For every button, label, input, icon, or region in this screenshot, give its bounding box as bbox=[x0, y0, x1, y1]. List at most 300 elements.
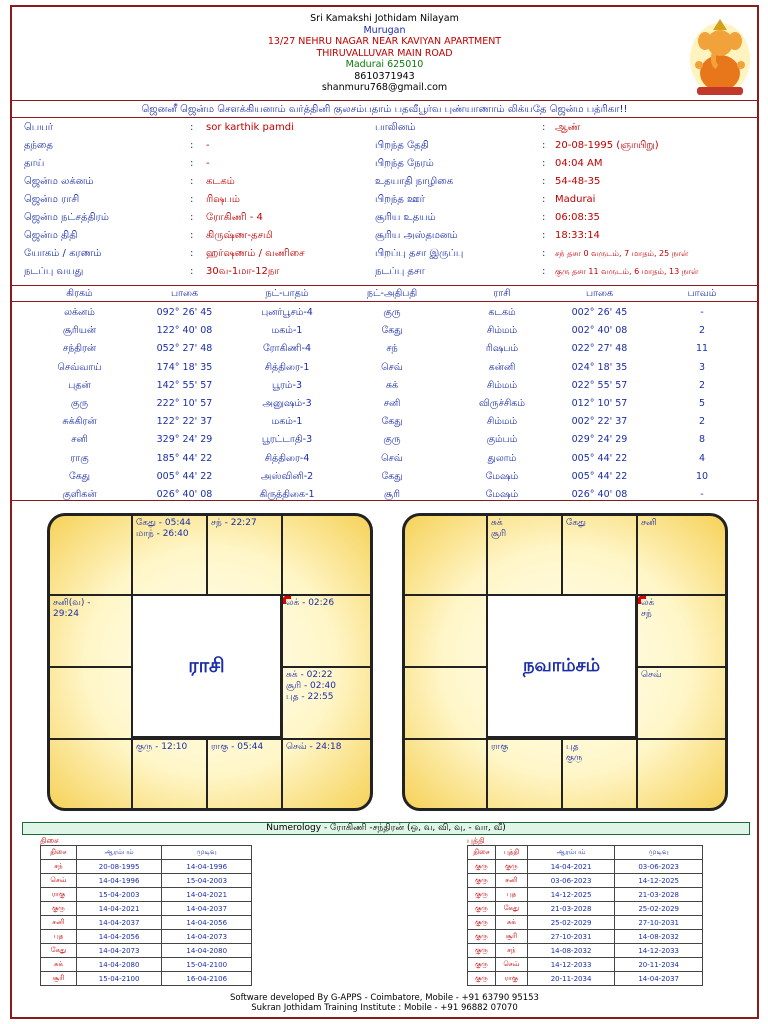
info-value: - bbox=[206, 140, 210, 151]
info-label: நடப்பு வயது bbox=[24, 266, 84, 277]
column-header: திசை bbox=[41, 846, 77, 860]
planet-label: ராகு - 05:44 bbox=[211, 742, 264, 752]
navamsa-chart bbox=[402, 513, 728, 811]
column-header: பாகை bbox=[170, 288, 199, 299]
rasi-house-4 bbox=[281, 514, 373, 596]
info-label: பிறந்த ஊர் bbox=[375, 194, 425, 205]
table-cell: 15-04-2100 bbox=[76, 972, 162, 986]
table-row bbox=[468, 888, 703, 902]
table-cell: 14-04-2056 bbox=[162, 916, 252, 930]
table-cell: 2 bbox=[698, 416, 706, 428]
lagna-mark-icon bbox=[638, 596, 646, 604]
table-cell: 20-11-2034 bbox=[527, 972, 615, 986]
column-header: புத்தி bbox=[495, 846, 527, 860]
table-cell: 14-12-2033 bbox=[527, 958, 615, 972]
table-cell: குரு bbox=[468, 930, 496, 944]
planet-label: செவ் bbox=[641, 670, 662, 680]
info-label: ஜென்ம நட்சத்திரம் bbox=[24, 212, 109, 223]
table-cell: கடகம் bbox=[488, 307, 516, 318]
planet-label: சந் bbox=[641, 609, 652, 619]
info-row bbox=[12, 173, 757, 191]
table-header-row bbox=[468, 846, 703, 860]
table-row bbox=[41, 944, 252, 958]
planet-label: குரு bbox=[566, 753, 583, 763]
info-row bbox=[12, 137, 757, 155]
table-cell: கேது bbox=[41, 944, 77, 958]
info-value: 20-08-1995 (ஞாயிறு) bbox=[555, 140, 659, 151]
table-cell: சந் bbox=[386, 343, 398, 355]
table-cell: குளிகன் bbox=[62, 489, 97, 500]
info-colon: : bbox=[542, 212, 546, 223]
info-label: பாலினம் bbox=[375, 122, 416, 133]
table-cell: புத bbox=[495, 888, 527, 902]
table-cell: 11 bbox=[695, 343, 709, 355]
table-cell: சிம்மம் bbox=[486, 416, 518, 428]
table-cell: 03-06-2023 bbox=[527, 874, 615, 888]
planet-label: கேது bbox=[566, 518, 586, 528]
column-header: பாகை bbox=[585, 288, 614, 299]
table-row bbox=[41, 874, 252, 888]
header bbox=[12, 7, 757, 99]
ganesha-icon bbox=[687, 13, 753, 97]
column-header: ஆரம்பம் bbox=[76, 846, 162, 860]
table-cell: 3 bbox=[698, 361, 706, 373]
table-cell: 25-02-2029 bbox=[527, 916, 615, 930]
table-cell: 174° 18' 35 bbox=[156, 361, 213, 373]
table-cell: பூரம்-3 bbox=[271, 379, 303, 391]
rasi-house-9 bbox=[48, 666, 133, 740]
planet-label: லக் - 02:26 bbox=[286, 598, 335, 608]
planet-label: ராகு bbox=[491, 742, 509, 752]
planet-label: சனி(வ) - bbox=[53, 598, 91, 608]
table-cell: லக்னம் bbox=[64, 307, 95, 318]
horoscope-page bbox=[10, 5, 759, 1019]
info-value: கிருஷ்ண-தசமி bbox=[206, 230, 273, 241]
column-header: முடிவு bbox=[615, 846, 703, 860]
table-cell: 122° 40' 08 bbox=[156, 325, 213, 337]
table-cell: கும்பம் bbox=[486, 434, 518, 446]
table-cell: 15-04-2003 bbox=[162, 874, 252, 888]
table-cell: - bbox=[700, 307, 704, 318]
table-cell: 022° 55' 57 bbox=[571, 379, 628, 391]
table-row bbox=[12, 431, 757, 449]
rasi-house-5 bbox=[48, 594, 133, 668]
table-cell: ரிஷபம் bbox=[485, 343, 519, 355]
info-colon: : bbox=[190, 212, 194, 223]
table-row bbox=[41, 902, 252, 916]
table-cell: 052° 27' 48 bbox=[156, 343, 213, 355]
table-cell: ராகு bbox=[41, 888, 77, 902]
table-cell: சிம்மம் bbox=[486, 325, 518, 337]
navamsa-house-15 bbox=[561, 738, 638, 811]
planet-label: குரு - 12:10 bbox=[136, 742, 188, 752]
info-value: 18:33:14 bbox=[555, 230, 600, 241]
info-label: ஜென்ம லக்னம் bbox=[24, 176, 94, 187]
footer bbox=[12, 993, 757, 1013]
info-label: பிறந்த நேரம் bbox=[375, 158, 434, 169]
table-cell: 15-04-2100 bbox=[162, 958, 252, 972]
info-row bbox=[12, 155, 757, 173]
info-label: உதயாதி நாழிகை bbox=[375, 176, 454, 187]
info-colon: : bbox=[542, 158, 546, 169]
planet-label: சூரி - 02:40 bbox=[286, 681, 336, 691]
planet-label: புத bbox=[566, 742, 579, 752]
table-cell: 092° 26' 45 bbox=[156, 307, 213, 318]
info-colon: : bbox=[542, 248, 546, 259]
table-cell: சனி bbox=[71, 434, 88, 446]
table-cell: 27-10-2031 bbox=[615, 916, 703, 930]
table-cell: 4 bbox=[698, 452, 706, 464]
address-line-1: 13/27 NEHRU NAGAR NEAR KAVIYAN APARTMENT bbox=[267, 36, 502, 47]
table-cell: 222° 10' 57 bbox=[156, 398, 213, 409]
table-cell: கேது bbox=[381, 325, 403, 337]
table-cell: குரு bbox=[383, 434, 401, 446]
info-value: 04:04 AM bbox=[555, 158, 603, 169]
table-cell: குரு bbox=[468, 874, 496, 888]
info-colon: : bbox=[190, 248, 194, 259]
table-cell: சூரி bbox=[41, 972, 77, 986]
table-cell: குரு bbox=[468, 944, 496, 958]
table-cell: 14-04-2021 bbox=[76, 902, 162, 916]
table-row bbox=[41, 958, 252, 972]
table-cell: விருச்சிகம் bbox=[478, 398, 526, 409]
info-value: ரிஷபம் bbox=[206, 194, 240, 205]
table-cell: குரு bbox=[70, 398, 89, 409]
column-header: நட்-பாதம் bbox=[265, 288, 309, 299]
table-cell: 005° 44' 22 bbox=[156, 470, 213, 482]
table-row bbox=[12, 304, 757, 322]
table-row bbox=[468, 944, 703, 958]
navamsa-house-8 bbox=[636, 594, 728, 668]
table-cell: சூரி bbox=[495, 930, 527, 944]
info-colon: : bbox=[542, 194, 546, 205]
bhukti-label: புத்தி bbox=[467, 836, 485, 845]
birth-details bbox=[12, 119, 757, 285]
table-cell: 14-04-2037 bbox=[76, 916, 162, 930]
rasi-house-1 bbox=[48, 514, 133, 596]
info-value: குரு தசா 11 வருடம், 6 மாதம், 13 நாள் bbox=[555, 267, 699, 276]
table-cell: குரு bbox=[468, 902, 496, 916]
info-label: யோகம் / கரணம் bbox=[24, 248, 102, 259]
table-row bbox=[12, 340, 757, 358]
info-value: கடகம் bbox=[206, 176, 235, 187]
navamsa-house-14 bbox=[486, 738, 563, 811]
info-row bbox=[12, 227, 757, 245]
table-cell: சித்திரை-4 bbox=[264, 452, 310, 464]
rasi-house-8 bbox=[281, 594, 373, 668]
table-cell: செவ்வாய் bbox=[57, 361, 102, 373]
planet-label: மாந் - 26:40 bbox=[136, 529, 189, 539]
table-cell: சித்திரை-1 bbox=[264, 361, 310, 373]
table-cell: 21-03-2028 bbox=[615, 888, 703, 902]
table-cell: 14-04-2073 bbox=[162, 930, 252, 944]
table-cell: சுக் bbox=[385, 379, 399, 391]
column-header: ஆரம்பம் bbox=[527, 846, 615, 860]
table-cell: குரு bbox=[468, 916, 496, 930]
info-value: ரோகிணி - 4 bbox=[206, 212, 263, 223]
table-cell: 14-04-2037 bbox=[162, 902, 252, 916]
table-cell: அனுஷம்-3 bbox=[262, 398, 312, 409]
planet-table-header bbox=[12, 286, 757, 302]
dasa-label: திசை bbox=[40, 836, 59, 845]
table-cell: 002° 22' 37 bbox=[571, 416, 628, 428]
column-header: திசை bbox=[468, 846, 496, 860]
table-cell: துலாம் bbox=[487, 452, 517, 464]
table-cell: அஸ்வினி-2 bbox=[260, 470, 314, 482]
numerology-bar: Numerology - ரோகிணி -சந்திரன் (ஒ, வ, வி, வு, - வா, வீ) bbox=[22, 822, 750, 835]
table-cell: குரு bbox=[468, 958, 496, 972]
table-cell: சந்திரன் bbox=[62, 343, 97, 355]
table-cell: மேஷம் bbox=[485, 470, 519, 482]
table-cell: 122° 22' 37 bbox=[156, 416, 213, 428]
table-cell: 005° 44' 22 bbox=[571, 452, 628, 464]
table-cell: 25-02-2029 bbox=[615, 902, 703, 916]
table-row bbox=[12, 413, 757, 431]
table-row bbox=[468, 860, 703, 874]
table-cell: 10 bbox=[695, 470, 709, 482]
table-row bbox=[41, 930, 252, 944]
info-label: சூரிய அஸ்தமனம் bbox=[375, 230, 458, 241]
info-value: ஹர்ஷணம் / வணிசை bbox=[206, 248, 305, 259]
column-header: ராசி bbox=[493, 288, 511, 299]
table-cell: 14-04-2073 bbox=[76, 944, 162, 958]
info-label: தந்தை bbox=[24, 140, 53, 151]
rasi-house-15 bbox=[206, 738, 283, 811]
planet-label: சூரி bbox=[491, 529, 507, 539]
planet-label: புத - 22:55 bbox=[286, 692, 334, 702]
table-cell: குரு bbox=[468, 972, 496, 986]
table-cell: 5 bbox=[698, 398, 706, 409]
table-cell: சந் bbox=[41, 860, 77, 874]
planet-label: சுக் - 02:22 bbox=[286, 670, 333, 680]
table-cell: சந் bbox=[495, 944, 527, 958]
table-cell: 03-06-2023 bbox=[615, 860, 703, 874]
navamsa-house-5 bbox=[403, 594, 488, 668]
info-value: ஆண் bbox=[555, 122, 581, 133]
table-cell: சனி bbox=[383, 398, 401, 409]
sloka-banner: ஜெனனீ ஜென்ம சௌக்கியனாம் வர்த்தினி குலசம்பதாம் பதவீபூர்வ புண்யாணாம் லிக்யதே ஜென்ம பத்ரிகா!! bbox=[12, 100, 757, 118]
info-value: - bbox=[206, 158, 210, 169]
table-cell: செவ் bbox=[41, 874, 77, 888]
info-colon: : bbox=[542, 140, 546, 151]
navamsa-house-1 bbox=[403, 514, 488, 596]
info-colon: : bbox=[190, 122, 194, 133]
table-cell: 15-04-2003 bbox=[76, 888, 162, 902]
rasi-title: ராசி bbox=[131, 594, 282, 738]
footer-line-2: Sukran Jothidam Training Institute : Mobile - +91 96882 07070 bbox=[251, 1003, 518, 1013]
navamsa-house-9 bbox=[403, 666, 488, 740]
navamsa-house-16 bbox=[636, 738, 728, 811]
table-cell: 026° 40' 08 bbox=[571, 489, 628, 500]
table-cell: - bbox=[700, 489, 704, 500]
table-cell: ராகு bbox=[70, 452, 89, 464]
info-value: Madurai bbox=[555, 194, 596, 205]
table-cell: சுக் bbox=[495, 916, 527, 930]
column-header: கிரகம் bbox=[66, 288, 93, 299]
navamsa-house-13 bbox=[403, 738, 488, 811]
table-cell: செவ் bbox=[381, 361, 403, 373]
table-cell: குரு bbox=[383, 307, 401, 318]
footer-line-1: Software developed By G-APPS - Coimbatore, Mobile - +91 63790 95153 bbox=[230, 993, 539, 1003]
table-cell: 8 bbox=[698, 434, 706, 446]
table-cell: கேது bbox=[381, 470, 403, 482]
table-cell: 14-04-2021 bbox=[162, 888, 252, 902]
astrologer-name: Murugan bbox=[363, 24, 406, 36]
info-colon: : bbox=[190, 230, 194, 241]
planet-table bbox=[12, 285, 757, 500]
table-cell: 14-12-2025 bbox=[615, 874, 703, 888]
table-row bbox=[468, 916, 703, 930]
table-cell: 012° 10' 57 bbox=[571, 398, 628, 409]
table-cell: 142° 55' 57 bbox=[156, 379, 213, 391]
table-row bbox=[12, 395, 757, 413]
charts-section bbox=[12, 500, 757, 820]
info-colon: : bbox=[542, 230, 546, 241]
table-row bbox=[12, 468, 757, 486]
table-cell: 002° 40' 08 bbox=[571, 325, 628, 337]
table-cell: 27-10-2031 bbox=[527, 930, 615, 944]
info-value: 30வ-1மா-12நா bbox=[206, 266, 280, 277]
table-cell: 14-08-2032 bbox=[527, 944, 615, 958]
info-colon: : bbox=[190, 140, 194, 151]
table-row bbox=[41, 888, 252, 902]
info-label: நடப்பு தசா bbox=[375, 266, 425, 277]
planet-label: லக் bbox=[641, 598, 655, 608]
navamsa-title: நவாம்சம் bbox=[486, 594, 637, 738]
info-row bbox=[12, 263, 757, 281]
table-cell: 14-04-1996 bbox=[162, 860, 252, 874]
address-line-2: THIRUVALLUVAR MAIN ROAD bbox=[316, 47, 453, 59]
planet-label: சனி bbox=[641, 518, 657, 528]
info-value: sor karthik pamdi bbox=[206, 122, 294, 133]
table-cell: 20-11-2034 bbox=[615, 958, 703, 972]
table-cell: மகம்-1 bbox=[271, 416, 303, 428]
table-cell: 2 bbox=[698, 379, 706, 391]
column-header: நட்-அதிபதி bbox=[366, 288, 418, 299]
table-cell: புதன் bbox=[68, 379, 91, 391]
table-row bbox=[12, 359, 757, 377]
table-row bbox=[468, 930, 703, 944]
table-cell: 14-04-2080 bbox=[162, 944, 252, 958]
dasa-table bbox=[40, 845, 252, 986]
planet-label: கேது - 05:44 bbox=[136, 518, 191, 528]
table-cell: 14-04-2037 bbox=[615, 972, 703, 986]
table-cell: ரோகிணி-4 bbox=[262, 343, 311, 355]
info-label: சூரிய உதயம் bbox=[375, 212, 436, 223]
table-cell: 022° 27' 48 bbox=[571, 343, 628, 355]
phone: 8610371943 bbox=[354, 70, 415, 82]
rasi-chart bbox=[47, 513, 373, 811]
info-row bbox=[12, 119, 757, 137]
info-label: பெயர் bbox=[24, 122, 54, 133]
table-cell: குரு bbox=[41, 902, 77, 916]
table-row bbox=[468, 958, 703, 972]
info-row bbox=[12, 245, 757, 263]
table-cell: 16-04-2106 bbox=[162, 972, 252, 986]
info-colon: : bbox=[190, 266, 194, 277]
info-value: 06:08:35 bbox=[555, 212, 600, 223]
lagna-mark-icon bbox=[283, 596, 291, 604]
table-cell: சிம்மம் bbox=[486, 379, 518, 391]
city: Madurai 625010 bbox=[345, 59, 424, 70]
table-cell: சூரி bbox=[384, 489, 400, 500]
info-row bbox=[12, 191, 757, 209]
table-cell: 002° 26' 45 bbox=[571, 307, 628, 318]
table-row bbox=[41, 972, 252, 986]
table-cell: மகம்-1 bbox=[271, 325, 303, 337]
navamsa-house-2 bbox=[486, 514, 563, 596]
planet-label: 29:24 bbox=[53, 609, 79, 619]
info-value: 54-48-35 bbox=[555, 176, 601, 187]
org-name: Sri Kamakshi Jothidam Nilayam bbox=[310, 13, 459, 24]
info-label: தாய் bbox=[24, 158, 45, 169]
table-cell: 329° 24' 29 bbox=[156, 434, 213, 446]
table-cell: கிருத்திகை-1 bbox=[259, 489, 315, 500]
table-cell: குரு bbox=[468, 888, 496, 902]
table-cell: ராகு bbox=[495, 972, 527, 986]
rasi-house-13 bbox=[48, 738, 133, 811]
bhukti-table bbox=[467, 845, 703, 986]
table-cell: சூரியன் bbox=[62, 325, 97, 337]
info-label: பிறந்த தேதி bbox=[375, 140, 429, 151]
planet-label: சந் - 22:27 bbox=[211, 518, 257, 528]
table-row bbox=[12, 450, 757, 468]
table-cell: 14-04-2021 bbox=[527, 860, 615, 874]
info-colon: : bbox=[190, 194, 194, 205]
rasi-house-16 bbox=[281, 738, 373, 811]
email: shanmuru768@gmail.com bbox=[321, 82, 448, 93]
info-colon: : bbox=[190, 176, 194, 187]
table-cell: 14-04-2056 bbox=[76, 930, 162, 944]
table-cell: கேது bbox=[68, 470, 91, 482]
table-cell: 20-08-1995 bbox=[76, 860, 162, 874]
info-row bbox=[12, 209, 757, 227]
info-value: சந் தசா 0 வருடம், 7 மாதம், 25 நாள் bbox=[555, 249, 689, 258]
navamsa-house-3 bbox=[561, 514, 638, 596]
table-cell: 026° 40' 08 bbox=[156, 489, 213, 500]
table-cell: கன்னி bbox=[488, 361, 516, 373]
table-cell: சுக்கிரன் bbox=[62, 416, 97, 428]
table-cell: 029° 24' 29 bbox=[571, 434, 628, 446]
table-row bbox=[468, 972, 703, 986]
table-cell: குரு bbox=[495, 860, 527, 874]
info-label: பிறப்பு தசா இருப்பு bbox=[375, 248, 464, 259]
info-colon: : bbox=[542, 176, 546, 187]
table-cell: 024° 18' 35 bbox=[571, 361, 628, 373]
table-cell: 2 bbox=[698, 325, 706, 337]
info-colon: : bbox=[542, 266, 546, 277]
table-cell: 21-03-2028 bbox=[527, 902, 615, 916]
table-cell: 14-12-2033 bbox=[615, 944, 703, 958]
table-cell: புத bbox=[41, 930, 77, 944]
table-cell: 005° 44' 22 bbox=[571, 470, 628, 482]
table-cell: கேது bbox=[495, 902, 527, 916]
rasi-house-3 bbox=[206, 514, 283, 596]
table-cell: 185° 44' 22 bbox=[156, 452, 213, 464]
table-cell: குரு bbox=[468, 860, 496, 874]
navamsa-house-10 bbox=[636, 666, 728, 740]
rasi-house-14 bbox=[131, 738, 208, 811]
table-cell: 14-12-2025 bbox=[527, 888, 615, 902]
info-colon: : bbox=[190, 158, 194, 169]
table-cell: பூரட்டாதி-3 bbox=[261, 434, 313, 446]
table-row bbox=[41, 916, 252, 930]
info-label: ஜென்ம திதி bbox=[24, 230, 78, 241]
table-cell: 14-08-2032 bbox=[615, 930, 703, 944]
info-colon: : bbox=[542, 122, 546, 133]
table-cell: 14-04-2080 bbox=[76, 958, 162, 972]
table-cell: புனர்பூசம்-4 bbox=[261, 307, 313, 318]
